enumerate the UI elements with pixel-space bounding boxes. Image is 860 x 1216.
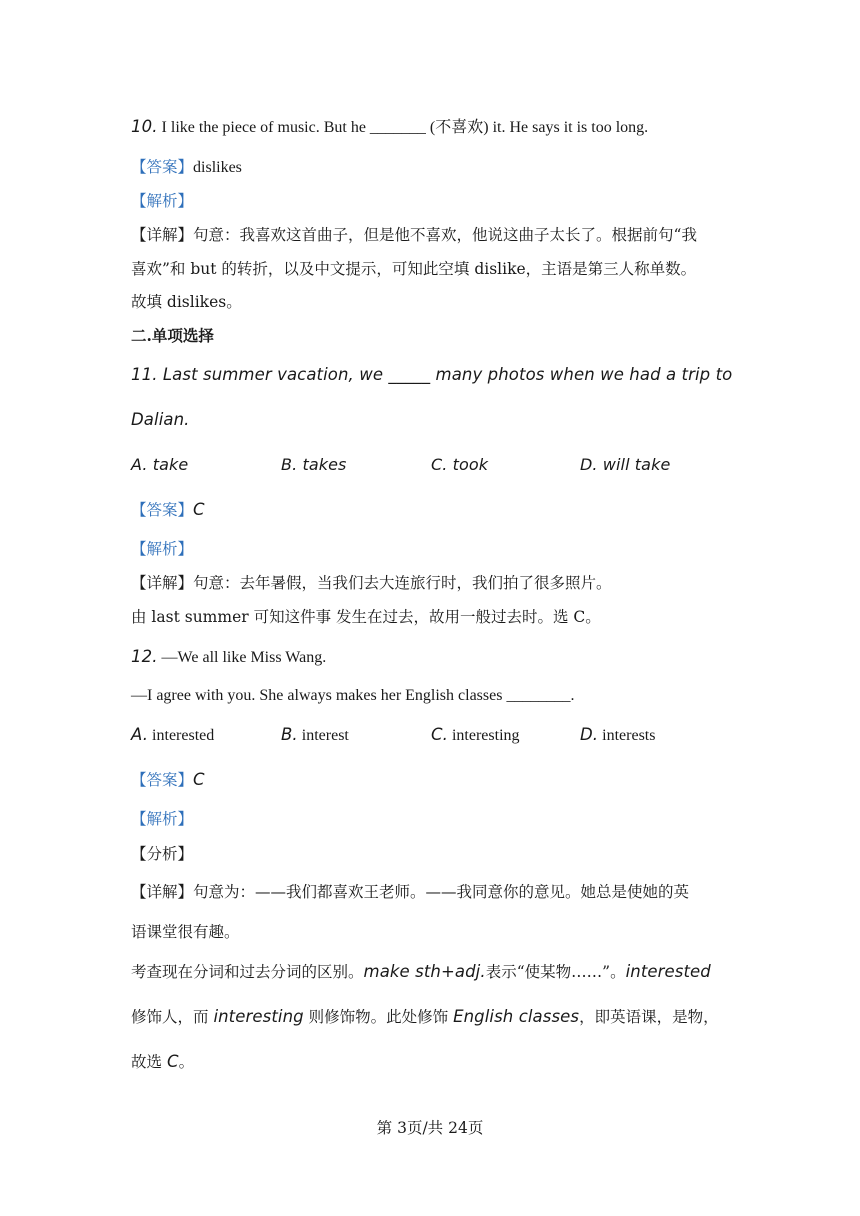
q11-answer-tag: 【答案】 — [131, 501, 194, 519]
q12-answer-tag: 【答案】 — [131, 771, 194, 789]
q12-option-a: A. interested — [131, 725, 215, 744]
total-pages: 24 — [448, 1119, 468, 1137]
q12-stem-line2: —I agree with you. She always makes her English classes ________. — [131, 687, 575, 704]
q12-number: 12. — [131, 647, 158, 666]
q12-detail-tag: 【详解】 — [131, 883, 194, 901]
q11-option-c: C. took — [431, 455, 489, 474]
q11-answer-value: C — [193, 500, 205, 519]
q11-detail-tag: 【详解】 — [131, 574, 194, 592]
q11-option-a: A. take — [131, 455, 189, 474]
q12-fenxi-tag: 【分析】 — [131, 845, 194, 863]
q12-stem-line1: 12. —We all like Miss Wang. — [131, 647, 327, 666]
q12-modify-line: 修饰人，而 interesting 则修饰物。此处修饰 English classes，即英语课，是物， — [131, 1007, 719, 1026]
q12-option-c: C. interesting — [431, 725, 520, 744]
q11-detail-line2: 由 last summer 可知这件事 发生在过去，故用一般过去时。选 C。 — [131, 608, 601, 626]
q12-kaocha-line: 考查现在分词和过去分词的区别。make sth+adj.表示“使某物……”。interested — [131, 962, 711, 981]
page-footer: 第 3页/共 24页 — [376, 1119, 484, 1137]
q10-detail-line2: 喜欢”和 but 的转折，以及中文提示，可知此空填 dislike，主语是第三人称单数。 — [131, 260, 697, 278]
q10-answer — [131, 157, 242, 178]
q11-stem-line2: Dalian. — [131, 410, 190, 429]
q12-detail-line2: 语课堂很有趣。 — [131, 923, 240, 941]
q10-detail-line3: 故填 dislikes。 — [131, 293, 242, 311]
q12-option-d: D. interests — [580, 725, 656, 744]
q10-answer-tag: 【答案】 — [131, 158, 194, 176]
current-page: 3 — [397, 1119, 407, 1137]
q11-answer — [131, 500, 205, 520]
q11-option-b: B. takes — [281, 455, 347, 474]
q11-option-d: D. will take — [580, 455, 671, 474]
q10-text: I like the piece of music. But he _______ (不喜欢) it. He says it is too long. — [157, 119, 649, 136]
q10-number: 10. — [131, 117, 158, 136]
q10-detail-tag: 【详解】 — [131, 226, 194, 244]
q12-analysis-tag: 【解析】 — [131, 810, 194, 828]
q11-analysis-tag: 【解析】 — [131, 540, 194, 558]
q11-detail-line1: 【详解】句意：去年暑假，当我们去大连旅行时，我们拍了很多照片。 — [131, 574, 612, 592]
q10-answer-value: dislikes — [193, 159, 242, 176]
section-title: 二.单项选择 — [131, 326, 214, 345]
q12-detail-line1: 【详解】句意为：——我们都喜欢王老师。——我同意你的意见。她总是使她的英 — [131, 883, 690, 901]
q12-answer-value: C — [193, 770, 205, 789]
q11-stem-line1: 11. Last summer vacation, we _____ many photos when we had a trip to — [131, 365, 733, 384]
q12-conclusion-line: 故选 C。 — [131, 1052, 195, 1071]
q12-answer — [131, 770, 205, 790]
q10-analysis-tag: 【解析】 — [131, 192, 194, 210]
q10-detail-line1: 【详解】句意：我喜欢这首曲子，但是他不喜欢，他说这曲子太长了。根据前句“我 — [131, 226, 697, 244]
q10-stem — [131, 117, 648, 138]
q12-option-b: B. interest — [281, 725, 349, 744]
